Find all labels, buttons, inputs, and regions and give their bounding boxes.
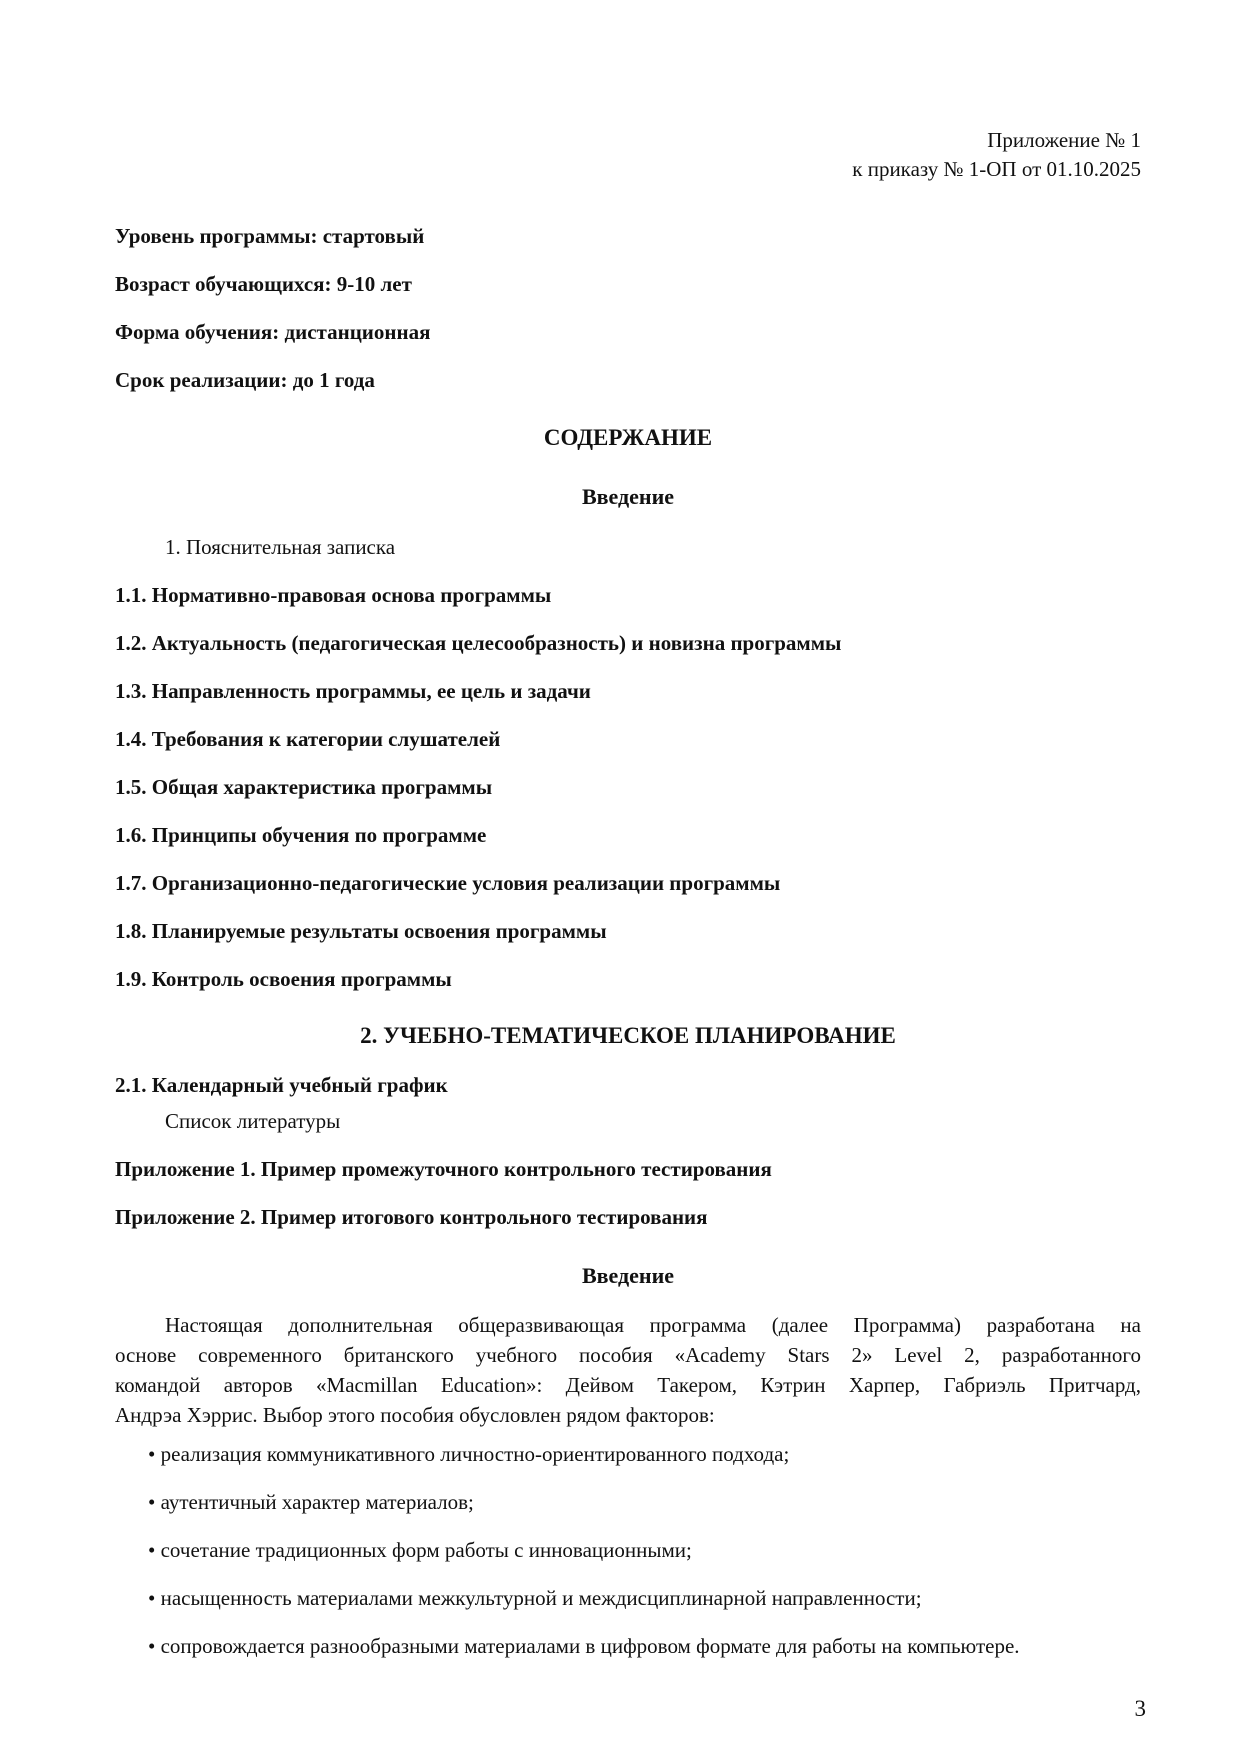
program-level: Уровень программы: стартовый [115,224,425,248]
intro-bullet: • аутентичный характер материалов; [148,1490,474,1514]
intro-bullet: • реализация коммуникативного личностно-ориентированного подхода; [148,1442,790,1466]
student-age: Возраст обучающихся: 9-10 лет [115,272,412,296]
introduction-title: Введение [581,1263,675,1288]
toc-item-2-1: 2.1. Календарный учебный график [115,1073,448,1097]
header-line-1: Приложение № 1 [987,128,1141,152]
contents-title: СОДЕРЖАНИЕ [543,425,713,450]
implementation-term: Срок реализации: до 1 года [115,368,375,392]
toc-item: 1.4. Требования к категории слушателей [115,727,501,751]
toc-appendix-2: Приложение 2. Пример итогового контрольного тестирования [115,1205,708,1229]
toc-section-1: 1. Пояснительная записка [165,535,396,559]
study-form: Форма обучения: дистанционная [115,320,431,344]
header-line-2: к приказу № 1-ОП от 01.10.2025 [852,157,1141,181]
toc-item: 1.6. Принципы обучения по программе [115,823,487,847]
toc-item: 1.1. Нормативно-правовая основа программы [115,583,552,607]
intro-paragraph-line: командой авторов «Macmillan Education»: Дейвом Такером, Кэтрин Харпер, Габриэль Притчард, [115,1373,1141,1397]
toc-item: 1.8. Планируемые результаты освоения программы [115,919,607,943]
intro-paragraph-line: Настоящая дополнительная общеразвивающая программа (далее Программа) разработана на [165,1313,1141,1337]
toc-item: 1.5. Общая характеристика программы [115,775,493,799]
page-number: 3 [1134,1696,1146,1721]
toc-section-2: 2. УЧЕБНО-ТЕМАТИЧЕСКОЕ ПЛАНИРОВАНИЕ [360,1023,896,1048]
toc-item: 1.3. Направленность программы, ее цель и задачи [115,679,591,703]
intro-bullet: • сочетание традиционных форм работы с инновационными; [148,1538,692,1562]
intro-bullet: • насыщенность материалами межкультурной и междисциплинарной направленности; [148,1586,922,1610]
toc-appendix-1: Приложение 1. Пример промежуточного контрольного тестирования [115,1157,772,1181]
contents-intro: Введение [581,484,675,509]
toc-item: 1.7. Организационно-педагогические условия реализации программы [115,871,781,895]
intro-bullet: • сопровождается разнообразными материалами в цифровом формате для работы на компьютере. [148,1634,1020,1658]
intro-paragraph-line: Андрэа Хэррис. Выбор этого пособия обусловлен рядом факторов: [115,1403,715,1427]
toc-item: 1.9. Контроль освоения программы [115,967,452,991]
intro-paragraph-line: основе современного британского учебного пособия «Academy Stars 2» Level 2, разработанного [115,1343,1141,1367]
toc-item: 1.2. Актуальность (педагогическая целесообразность) и новизна программы [115,631,842,655]
toc-literature: Список литературы [165,1109,341,1133]
